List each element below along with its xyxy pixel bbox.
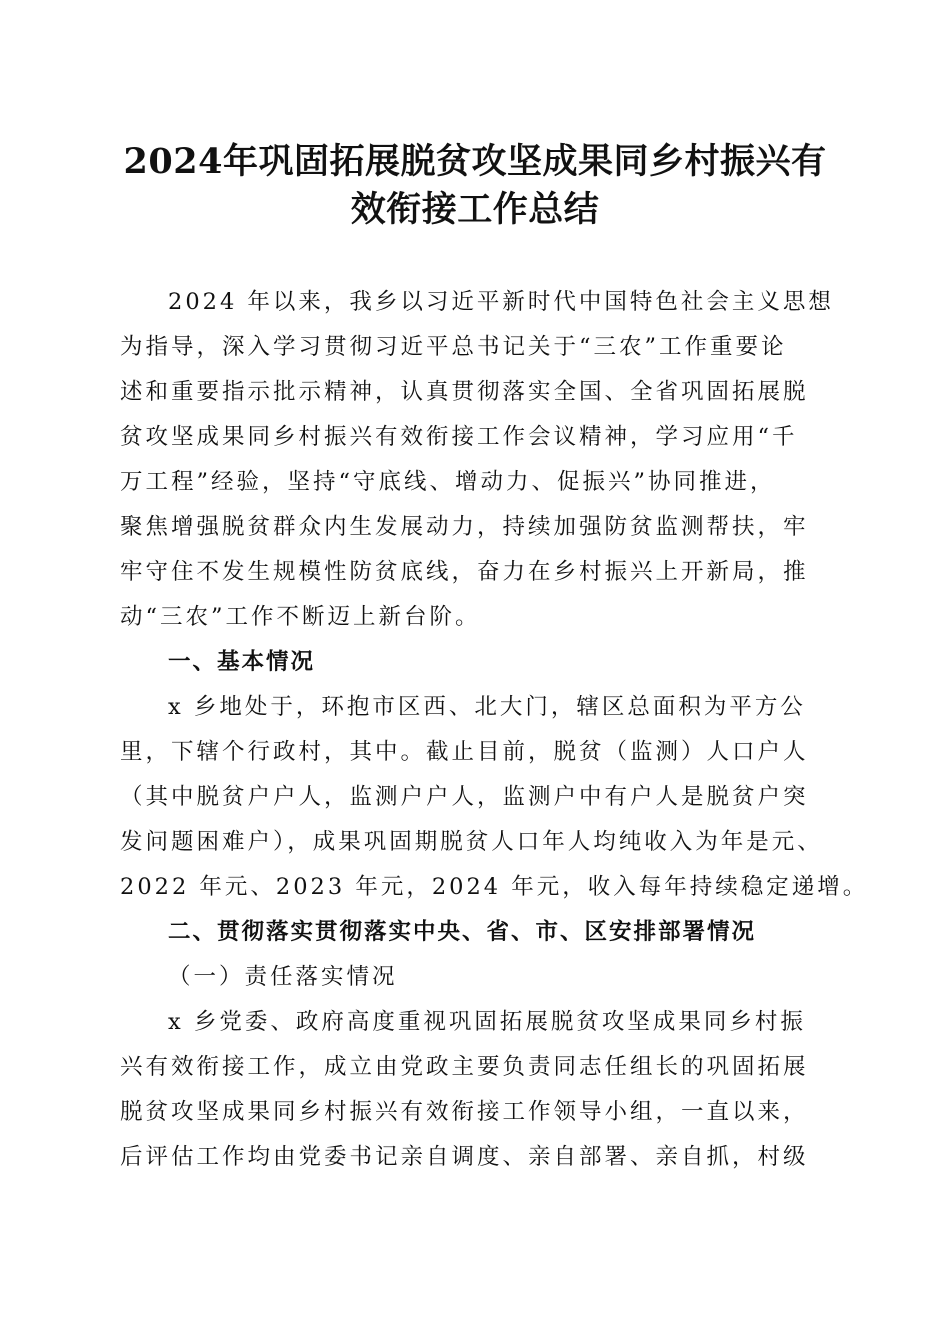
section-1-heading: 一、基本情况 (168, 649, 316, 675)
section-1-paragraph (120, 685, 869, 910)
paragraph-line: 2024 年以来，我乡以习近平新时代中国特色社会主义思想 (168, 289, 834, 315)
paragraph-line: 为指导，深入学习贯彻习近平总书记关于“三农”工作重要论 (120, 334, 787, 360)
section-2-heading: 二、贯彻落实贯彻落实中央、省、市、区安排部署情况 (168, 919, 757, 945)
paragraph-line: 兴有效衔接工作，成立由党政主要负责同志任组长的巩固拓展 (120, 1054, 809, 1080)
paragraph-line: 2022 年元、2023 年元，2024 年元，收入每年持续稳定递增。 (120, 874, 869, 900)
paragraph-line: 发问题困难户），成果巩固期脱贫人口年人均纯收入为年是元、 (120, 829, 823, 855)
paragraph-line: 脱贫攻坚成果同乡村振兴有效衔接工作领导小组，一直以来， (120, 1099, 809, 1125)
paragraph-line: 述和重要指示批示精神，认真贯彻落实全国、全省巩固拓展脱 (120, 379, 809, 405)
paragraph-line: x 乡党委、政府高度重视巩固拓展脱贫攻坚成果同乡村振 (168, 1009, 806, 1035)
paragraph-line: 万工程”经验，坚持“守底线、增动力、促振兴”协同推进， (120, 469, 776, 495)
paragraph-line: 动“三农”工作不断迈上新台阶。 (120, 604, 481, 630)
title-line-1: 2024年巩固拓展脱贫攻坚成果同乡村振兴有 (123, 141, 827, 182)
paragraph-line: （其中脱贫户户人，监测户户人，监测户中有户人是脱贫户突 (120, 784, 809, 810)
paragraph-line: 贫攻坚成果同乡村振兴有效衔接工作会议精神，学习应用“千 (120, 424, 798, 450)
document-title (100, 138, 850, 234)
paragraph-line: 牢守住不发生规模性防贫底线，奋力在乡村振兴上开新局，推 (120, 559, 809, 585)
paragraph-line: 聚焦增强脱贫群众内生发展动力，持续加强防贫监测帮扶，牢 (120, 514, 809, 540)
document-body (120, 280, 869, 1180)
intro-paragraph (120, 280, 834, 640)
title-line-2: 效衔接工作总结 (350, 189, 600, 230)
paragraph-line: x 乡地处于，环抱市区西、北大门，辖区总面积为平方公 (168, 694, 806, 720)
section-2-subheading: （一）责任落实情况 (168, 964, 398, 990)
paragraph-line: 后评估工作均由党委书记亲自调度、亲自部署、亲自抓，村级 (120, 1144, 809, 1170)
paragraph-line: 里，下辖个行政村，其中。截止目前，脱贫（监测）人口户人 (120, 739, 809, 765)
section-2-paragraph (120, 1000, 825, 1180)
